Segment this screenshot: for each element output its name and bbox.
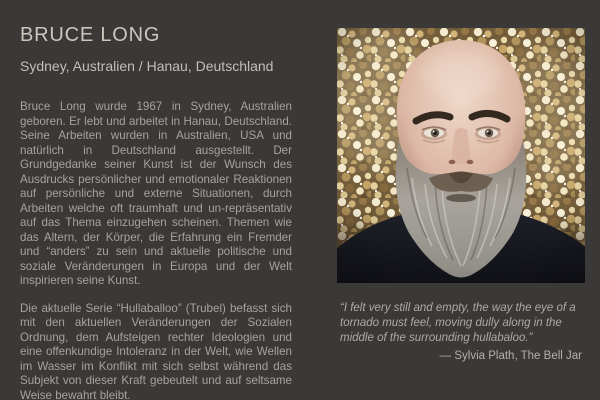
bio-paragraph-2: Die aktuelle Serie “Hullaballoo” (Trubel) befasst sich mit den aktuellen Veränderungen der Sozialen Ordnung, dem Aufsteigen rechter Ideologien und eine offenkundige Intoleranz in der Welt, wie Wellen im Wasser im Konflikt mit sich selbst während das Subjekt von dieser Kraft gebeutelt und auf seltsame Weise bewahrt bleibt. [20, 301, 292, 400]
quote-block [340, 301, 586, 363]
bio-paragraph-1: Bruce Long wurde 1967 in Sydney, Australien geboren. Er lebt und arbeitet in Hanau, Deutschland. Seine Arbeiten wurden in Australien, USA und natürlich in Deutschland ausgestellt. Der Grundgedanke seiner Kunst ist der Wunsch des Ausdrucks persönlicher und emotionaler Reaktionen auf persönliche und externe Situationen, durch Arbeiten welche oft traumhaft und un-repräsentativ auf das Thema einzugehen scheinen. Themen wie das Altern, der Körper, die Erfahrung ein Fremder und “anders” zu sein und aktuelle politische und soziale Veränderungen in Europa und der Welt inspirieren seine Kunst. [20, 100, 292, 287]
quote-text: “I felt very still and empty, the way the eye of a tornado must feel, moving dully along in the middle of the surrounding hullabaloo.” [340, 302, 576, 344]
quote-attribution: — Sylvia Plath, The Bell Jar [439, 350, 582, 362]
bio-text-column [20, 24, 292, 400]
portrait-illustration [337, 28, 585, 283]
artist-name-title: BRUCE LONG [20, 24, 161, 46]
artist-location-subtitle: Sydney, Australien / Hanau, Deutschland [20, 58, 274, 74]
artist-portrait-photo [337, 28, 585, 283]
